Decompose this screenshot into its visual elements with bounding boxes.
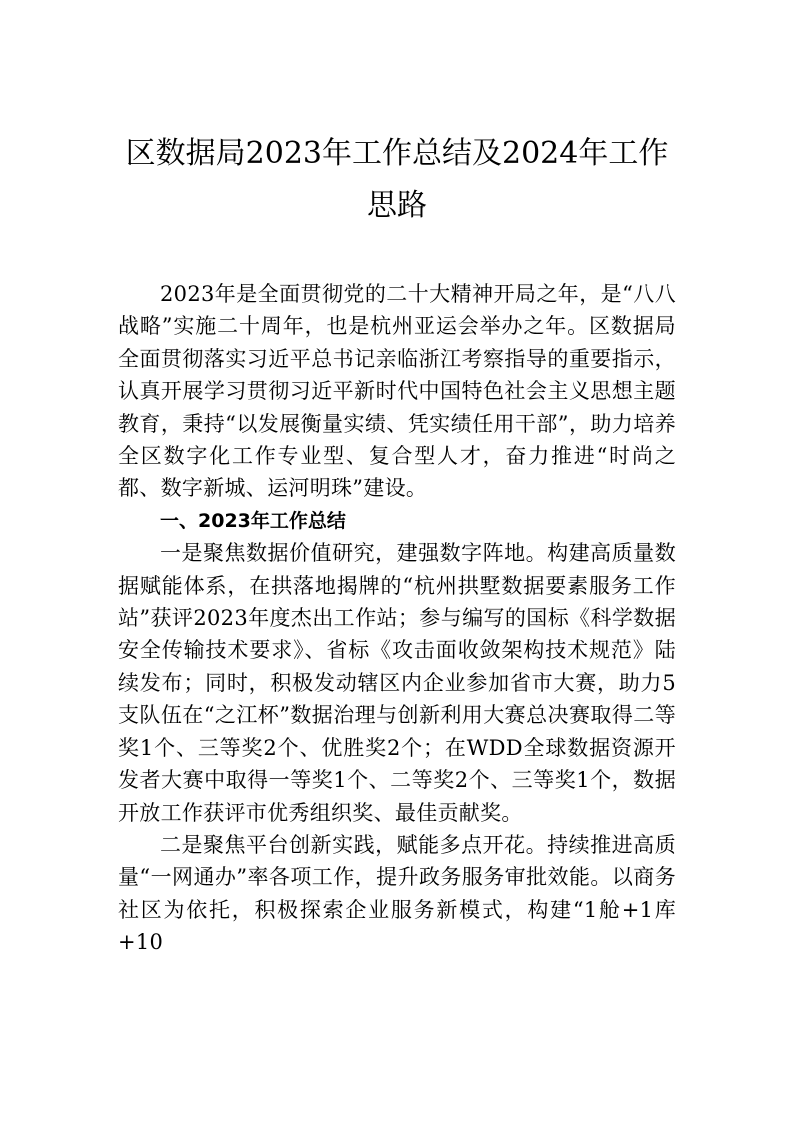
intro-paragraph: 2023年是全面贯彻党的二十大精神开局之年，是“八八战略”实施二十周年，也是杭州亚运会举办之年。区数据局全面贯彻落实习近平总书记亲临浙江考察指导的重要指示，认真开展学习贯彻习近平新时代中国特色社会主义思想主题教育，秉持“以发展衡量实绩、凭实绩任用干部”，助力培养全区数字化工作专业型、复合型人才，奋力推进“时尚之都、数字新城、运河明珠”建设。: [118, 282, 676, 501]
document-body: [118, 278, 676, 959]
summary-paragraph-1: 一是聚焦数据价值研究，建强数字阵地。构建高质量数据赋能体系，在拱落地揭牌的“杭州拱墅数据要素服务工作站”获评2023年度杰出工作站；参与编写的国标《科学数据安全传输技术要求》、省标《攻击面收敛架构技术规范》陆续发布；同时，积极发动辖区内企业参加省市大赛，助力5支队伍在“之江杯”数据治理与创新利用大赛总决赛取得二等奖1个、三等奖2个、优胜奖2个；在WDD全球数据资源开发者大赛中取得一等奖1个、二等奖2个、三等奖1个，数据开放工作获评市优秀组织奖、最佳贡献奖。: [118, 541, 676, 825]
section-heading: 一、2023年工作总结: [160, 509, 346, 532]
document-title: 区数据局2023年工作总结及2024年工作思路: [125, 136, 669, 223]
summary-paragraph-2: 二是聚焦平台创新实践，赋能多点开花。持续推进高质量“一网通办”率各项工作，提升政务服务审批效能。以商务社区为依托，积极探索企业服务新模式，构建“1舱+1库+10: [118, 832, 676, 955]
